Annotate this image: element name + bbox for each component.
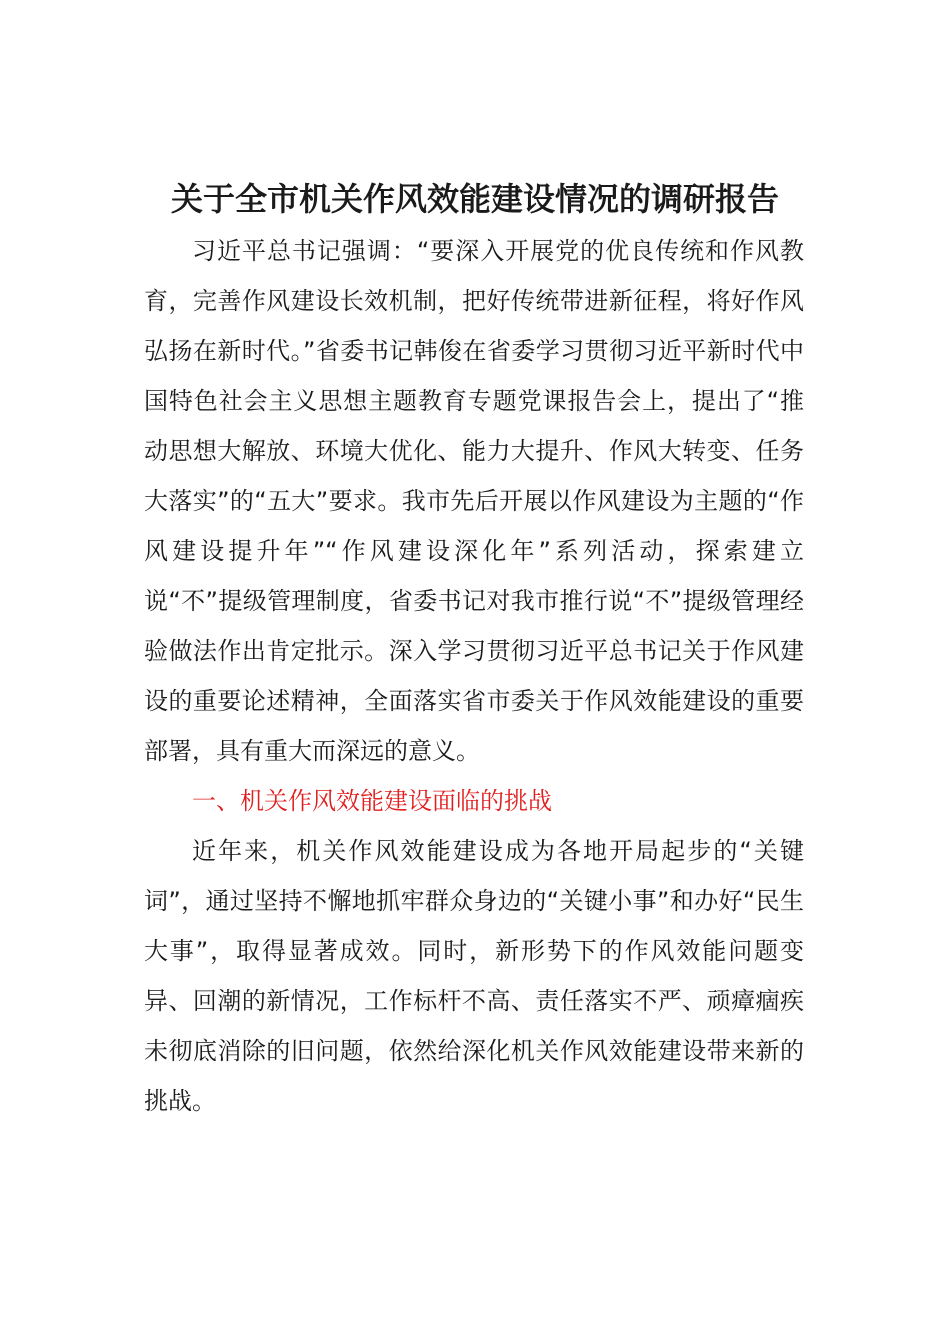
document-title: 关于全市机关作风效能建设情况的调研报告	[170, 180, 779, 219]
body-paragraph: 习近平总书记强调：“要深入开展党的优良传统和作风教育，完善作风建设长效机制，把好传统带进新征程，将好作风弘扬在新时代。”省委书记韩俊在省委学习贯彻习近平新时代中国特色社会主义思想主题教育专题党课报告会上，提出了“推动思想大解放、环境大优化、能力大提升、作风大转变、任务大落实”的“五大”要求。我市先后开展以作风建设为主题的“作风建设提升年”“作风建设深化年”系列活动，探索建立说“不”提级管理制度，省委书记对我市推行说“不”提级管理经验做法作出肯定批示。深入学习贯彻习近平总书记关于作风建设的重要论述精神，全面落实省市委关于作风效能建设的重要部署，具有重大而深远的意义。	[144, 237, 804, 765]
body-paragraph: 近年来，机关作风效能建设成为各地开局起步的“关键词”，通过坚持不懈地抓牢群众身边的“关键小事”和办好“民生大事”，取得显著成效。同时，新形势下的作风效能问题变异、回潮的新情况，工作标杆不高、责任落实不严、顽瘴痼疾未彻底消除的旧问题，依然给深化机关作风效能建设带来新的挑战。	[144, 837, 804, 1115]
section-heading: 一、机关作风效能建设面临的挑战	[192, 787, 552, 815]
